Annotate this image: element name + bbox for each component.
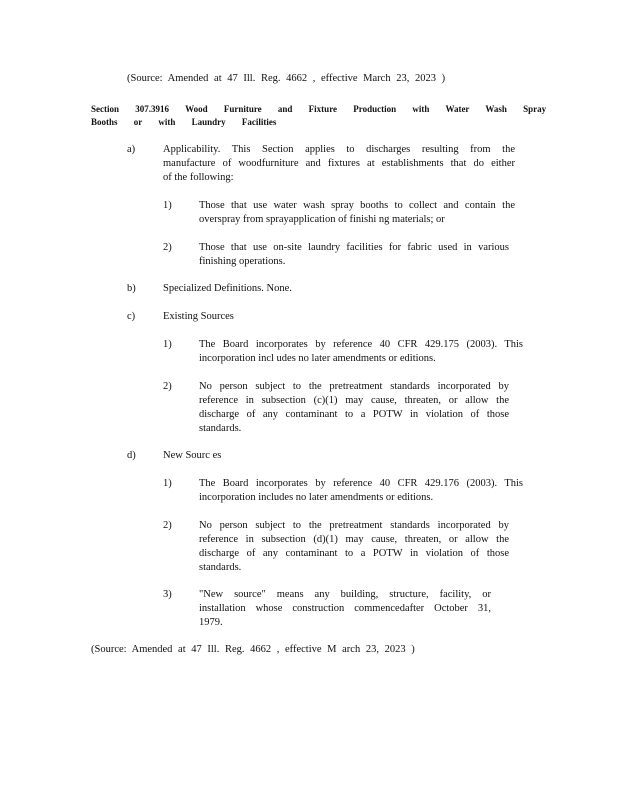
subsection-d3-text bbox=[199, 588, 491, 630]
text-line: of the following: bbox=[163, 172, 234, 183]
subsection-d1-text bbox=[199, 477, 523, 505]
subsection-d2-label: 2) bbox=[163, 520, 172, 531]
subsection-c1-text bbox=[199, 338, 523, 366]
text-line: Those that use water wash spray booths to collect and contain the bbox=[199, 200, 515, 211]
text-line: Applicability. This Section applies to discharges resulting from the bbox=[163, 144, 515, 155]
text-line: incorporation incl udes no later amendments or editions. bbox=[199, 353, 436, 364]
subsection-d-label: d) bbox=[127, 450, 136, 461]
subsection-a-text bbox=[163, 143, 515, 185]
text-line: "New source" means any building, structure, facility, or bbox=[199, 589, 491, 600]
subsection-c1-label: 1) bbox=[163, 339, 172, 350]
text-line: incorporation includes no later amendments or editions. bbox=[199, 492, 434, 503]
subsection-d3-label: 3) bbox=[163, 589, 172, 600]
source-note-top: (Source: Amended at 47 Ill. Reg. 4662 , effective March 23, 2023 ) bbox=[127, 73, 446, 84]
text-line: The Board incorporates by reference 40 CFR 429.175 (2003). This bbox=[199, 339, 523, 350]
subsection-c-title: Existing Sources bbox=[163, 311, 234, 322]
subsection-d2-text bbox=[199, 519, 509, 575]
subsection-d1-label: 1) bbox=[163, 478, 172, 489]
source-note-bottom: (Source: Amended at 47 Ill. Reg. 4662 , effective M arch 23, 2023 ) bbox=[91, 644, 415, 655]
subsection-a1-label: 1) bbox=[163, 200, 172, 211]
subsection-a2-label: 2) bbox=[163, 242, 172, 253]
subsection-c2-label: 2) bbox=[163, 381, 172, 392]
text-line: 1979. bbox=[199, 617, 223, 628]
text-line: manufacture of woodfurniture and fixtures at establishments that do either bbox=[163, 158, 515, 169]
subsection-a2-text bbox=[199, 241, 509, 269]
text-line: reference in subsection (c)(1) may cause, threaten, or allow the bbox=[199, 395, 509, 406]
subsection-a-label: a) bbox=[127, 144, 136, 155]
subsection-a1-text bbox=[199, 199, 515, 227]
text-line: discharge of any contaminant to a POTW in violation of those bbox=[199, 548, 509, 559]
text-line: Those that use on-site laundry facilities for fabric used in various bbox=[199, 242, 509, 253]
text-line: discharge of any contaminant to a POTW in violation of those bbox=[199, 409, 509, 420]
section-heading-line-1: Section 307.3916 Wood Furniture and Fixture Production with Water Wash Spray bbox=[91, 104, 547, 114]
text-line: No person subject to the pretreatment standards incorporated by bbox=[199, 520, 509, 531]
text-line: The Board incorporates by reference 40 CFR 429.176 (2003). This bbox=[199, 478, 523, 489]
subsection-b-label: b) bbox=[127, 283, 136, 294]
subsection-c2-text bbox=[199, 380, 509, 436]
text-line: standards. bbox=[199, 562, 242, 573]
subsection-c-label: c) bbox=[127, 311, 136, 322]
text-line: installation whose construction commencedafter October 31, bbox=[199, 603, 491, 614]
text-line: finishing operations. bbox=[199, 256, 286, 267]
subsection-d-title: New Sourc es bbox=[163, 450, 222, 461]
text-line: reference in subsection (d)(1) may cause, threaten, or allow the bbox=[199, 534, 509, 545]
subsection-b-text: Specialized Definitions. None. bbox=[163, 283, 292, 294]
text-line: standards. bbox=[199, 423, 242, 434]
section-heading-line-2: Booths or with Laundry Facilities bbox=[91, 117, 277, 127]
text-line: No person subject to the pretreatment standards incorporated by bbox=[199, 381, 509, 392]
text-line: overspray from sprayapplication of finishi ng materials; or bbox=[199, 214, 445, 225]
